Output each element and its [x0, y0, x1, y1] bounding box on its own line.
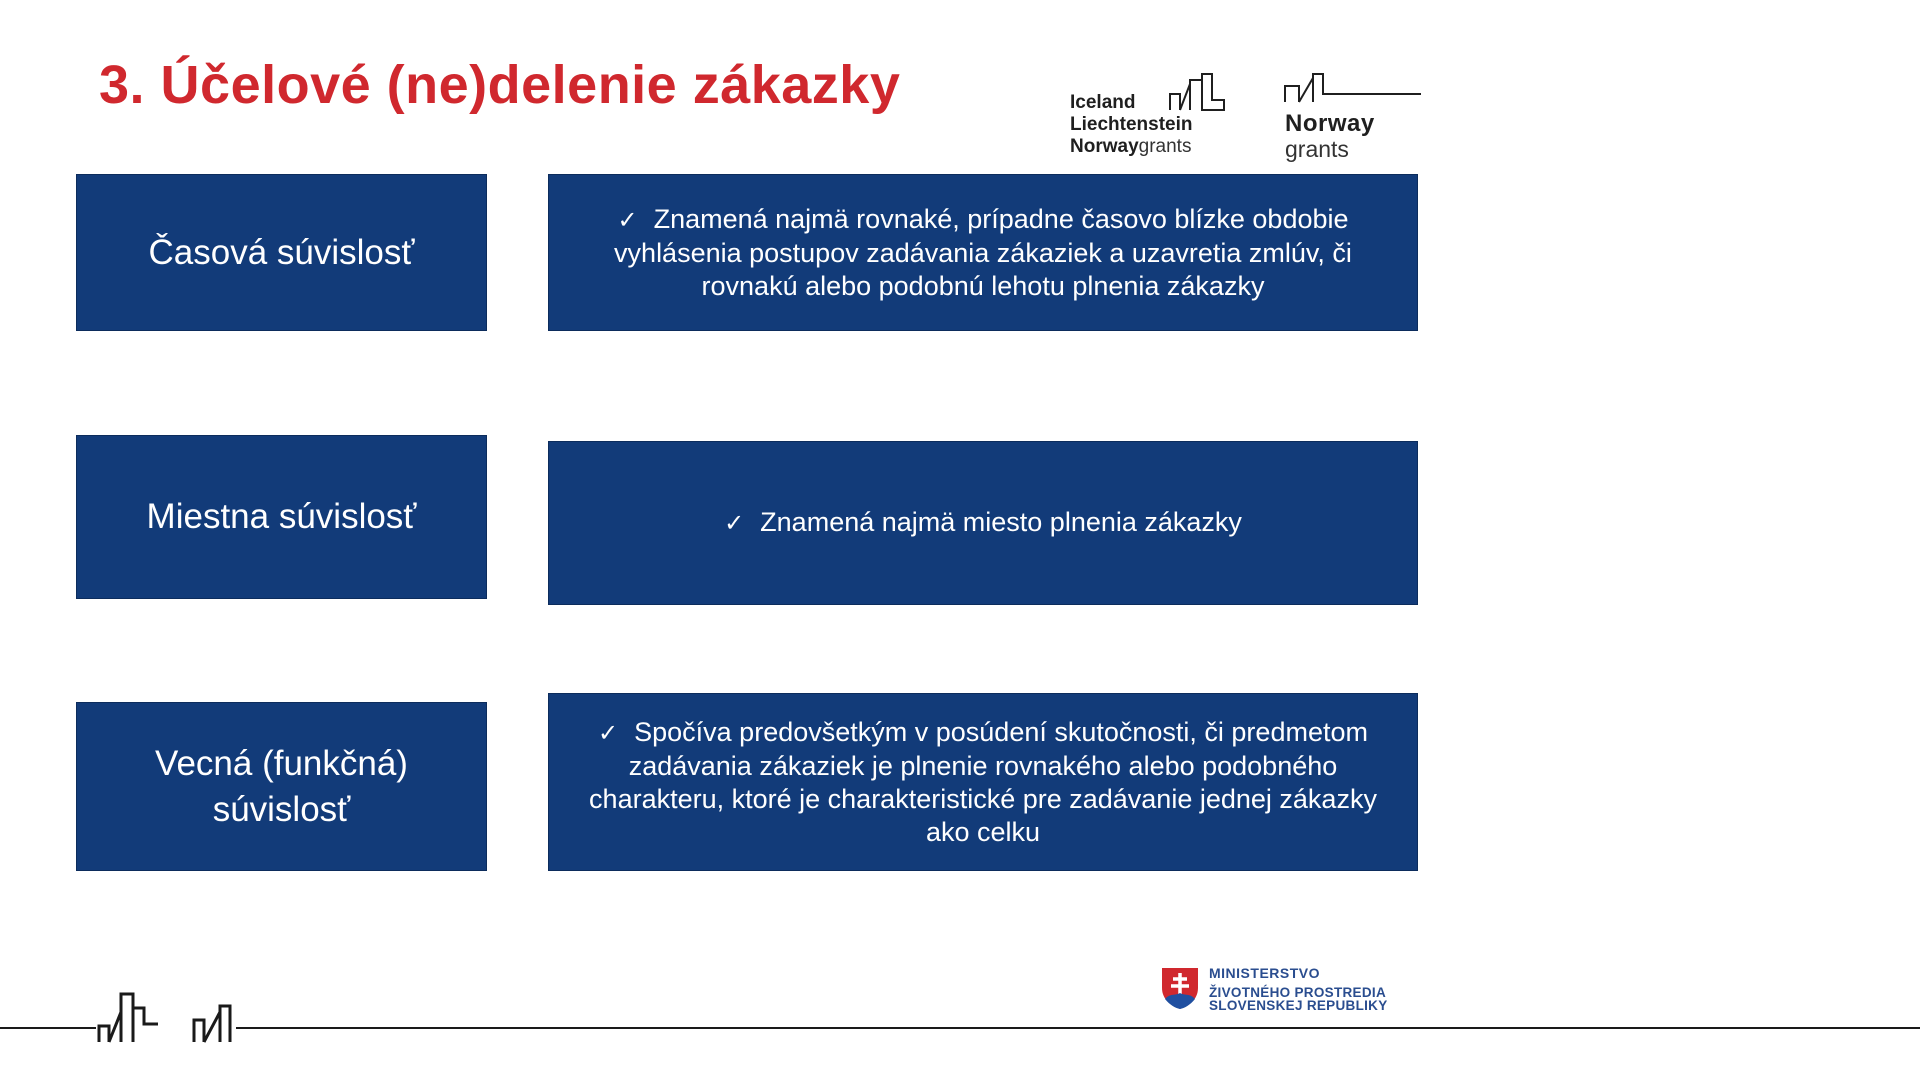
norway-logo-word: Norway [1285, 110, 1375, 137]
criterion-label-place: Miestna súvislosť [76, 435, 487, 599]
description-text [589, 716, 1377, 849]
footer-divider [0, 1027, 1920, 1029]
checkmark-icon: ✓ [617, 206, 638, 234]
eea-grants-logo [1070, 70, 1238, 166]
criterion-description-subject [548, 693, 1418, 871]
criterion-label-subject: Vecná (funkčná) súvislosť [76, 702, 487, 871]
logo-line-norway-grants [1070, 136, 1191, 158]
checkmark-icon: ✓ [598, 719, 619, 747]
description-text [724, 506, 1242, 540]
criterion-description-time [548, 174, 1418, 331]
slovak-coat-of-arms-icon [1160, 966, 1200, 1010]
ministry-logo [1160, 962, 1420, 1012]
logo-grants-word: grants [1138, 136, 1192, 157]
norway-logo-grants: grants [1285, 136, 1349, 162]
logo-norway-word: Norway [1070, 136, 1139, 157]
norway-grants-logo [1283, 70, 1423, 166]
ministry-line-2: ŽIVOTNÉHO PROSTREDIA [1209, 985, 1387, 1000]
criterion-description-place [548, 441, 1418, 605]
norway-skyline-icon [1283, 72, 1423, 104]
ministry-line-3: SLOVENSKEJ REPUBLIKY [1209, 998, 1388, 1013]
description-body: Spočíva predovšetkým v posúdení skutočnosti, či predmetom zadávania zákaziek je plnenie rovnakého alebo podobného charakteru, ktoré je charakteristické pre zadávanie jednej zákazky ako celku [589, 716, 1377, 847]
description-text [589, 203, 1377, 303]
slide-title: 3. Účelové (ne)delenie zákazky [99, 55, 901, 115]
footer-skyline-icon [96, 988, 236, 1046]
description-body: Znamená najmä rovnaké, prípadne časovo blízke obdobie vyhlásenia postupov zadávania zákaziek a uzavretia zmlúv, či rovnakú alebo podobnú lehotu plnenia zákazky [614, 203, 1352, 301]
logo-line-iceland: Iceland [1070, 92, 1136, 113]
skyline-icon [1168, 72, 1234, 112]
checkmark-icon: ✓ [724, 510, 745, 537]
logo-line-liechtenstein: Liechtenstein [1070, 114, 1193, 135]
description-body: Znamená najmä miesto plnenia zákazky [760, 507, 1242, 537]
ministry-line-1: MINISTERSTVO [1209, 965, 1321, 981]
criterion-label-time: Časová súvislosť [76, 174, 487, 331]
